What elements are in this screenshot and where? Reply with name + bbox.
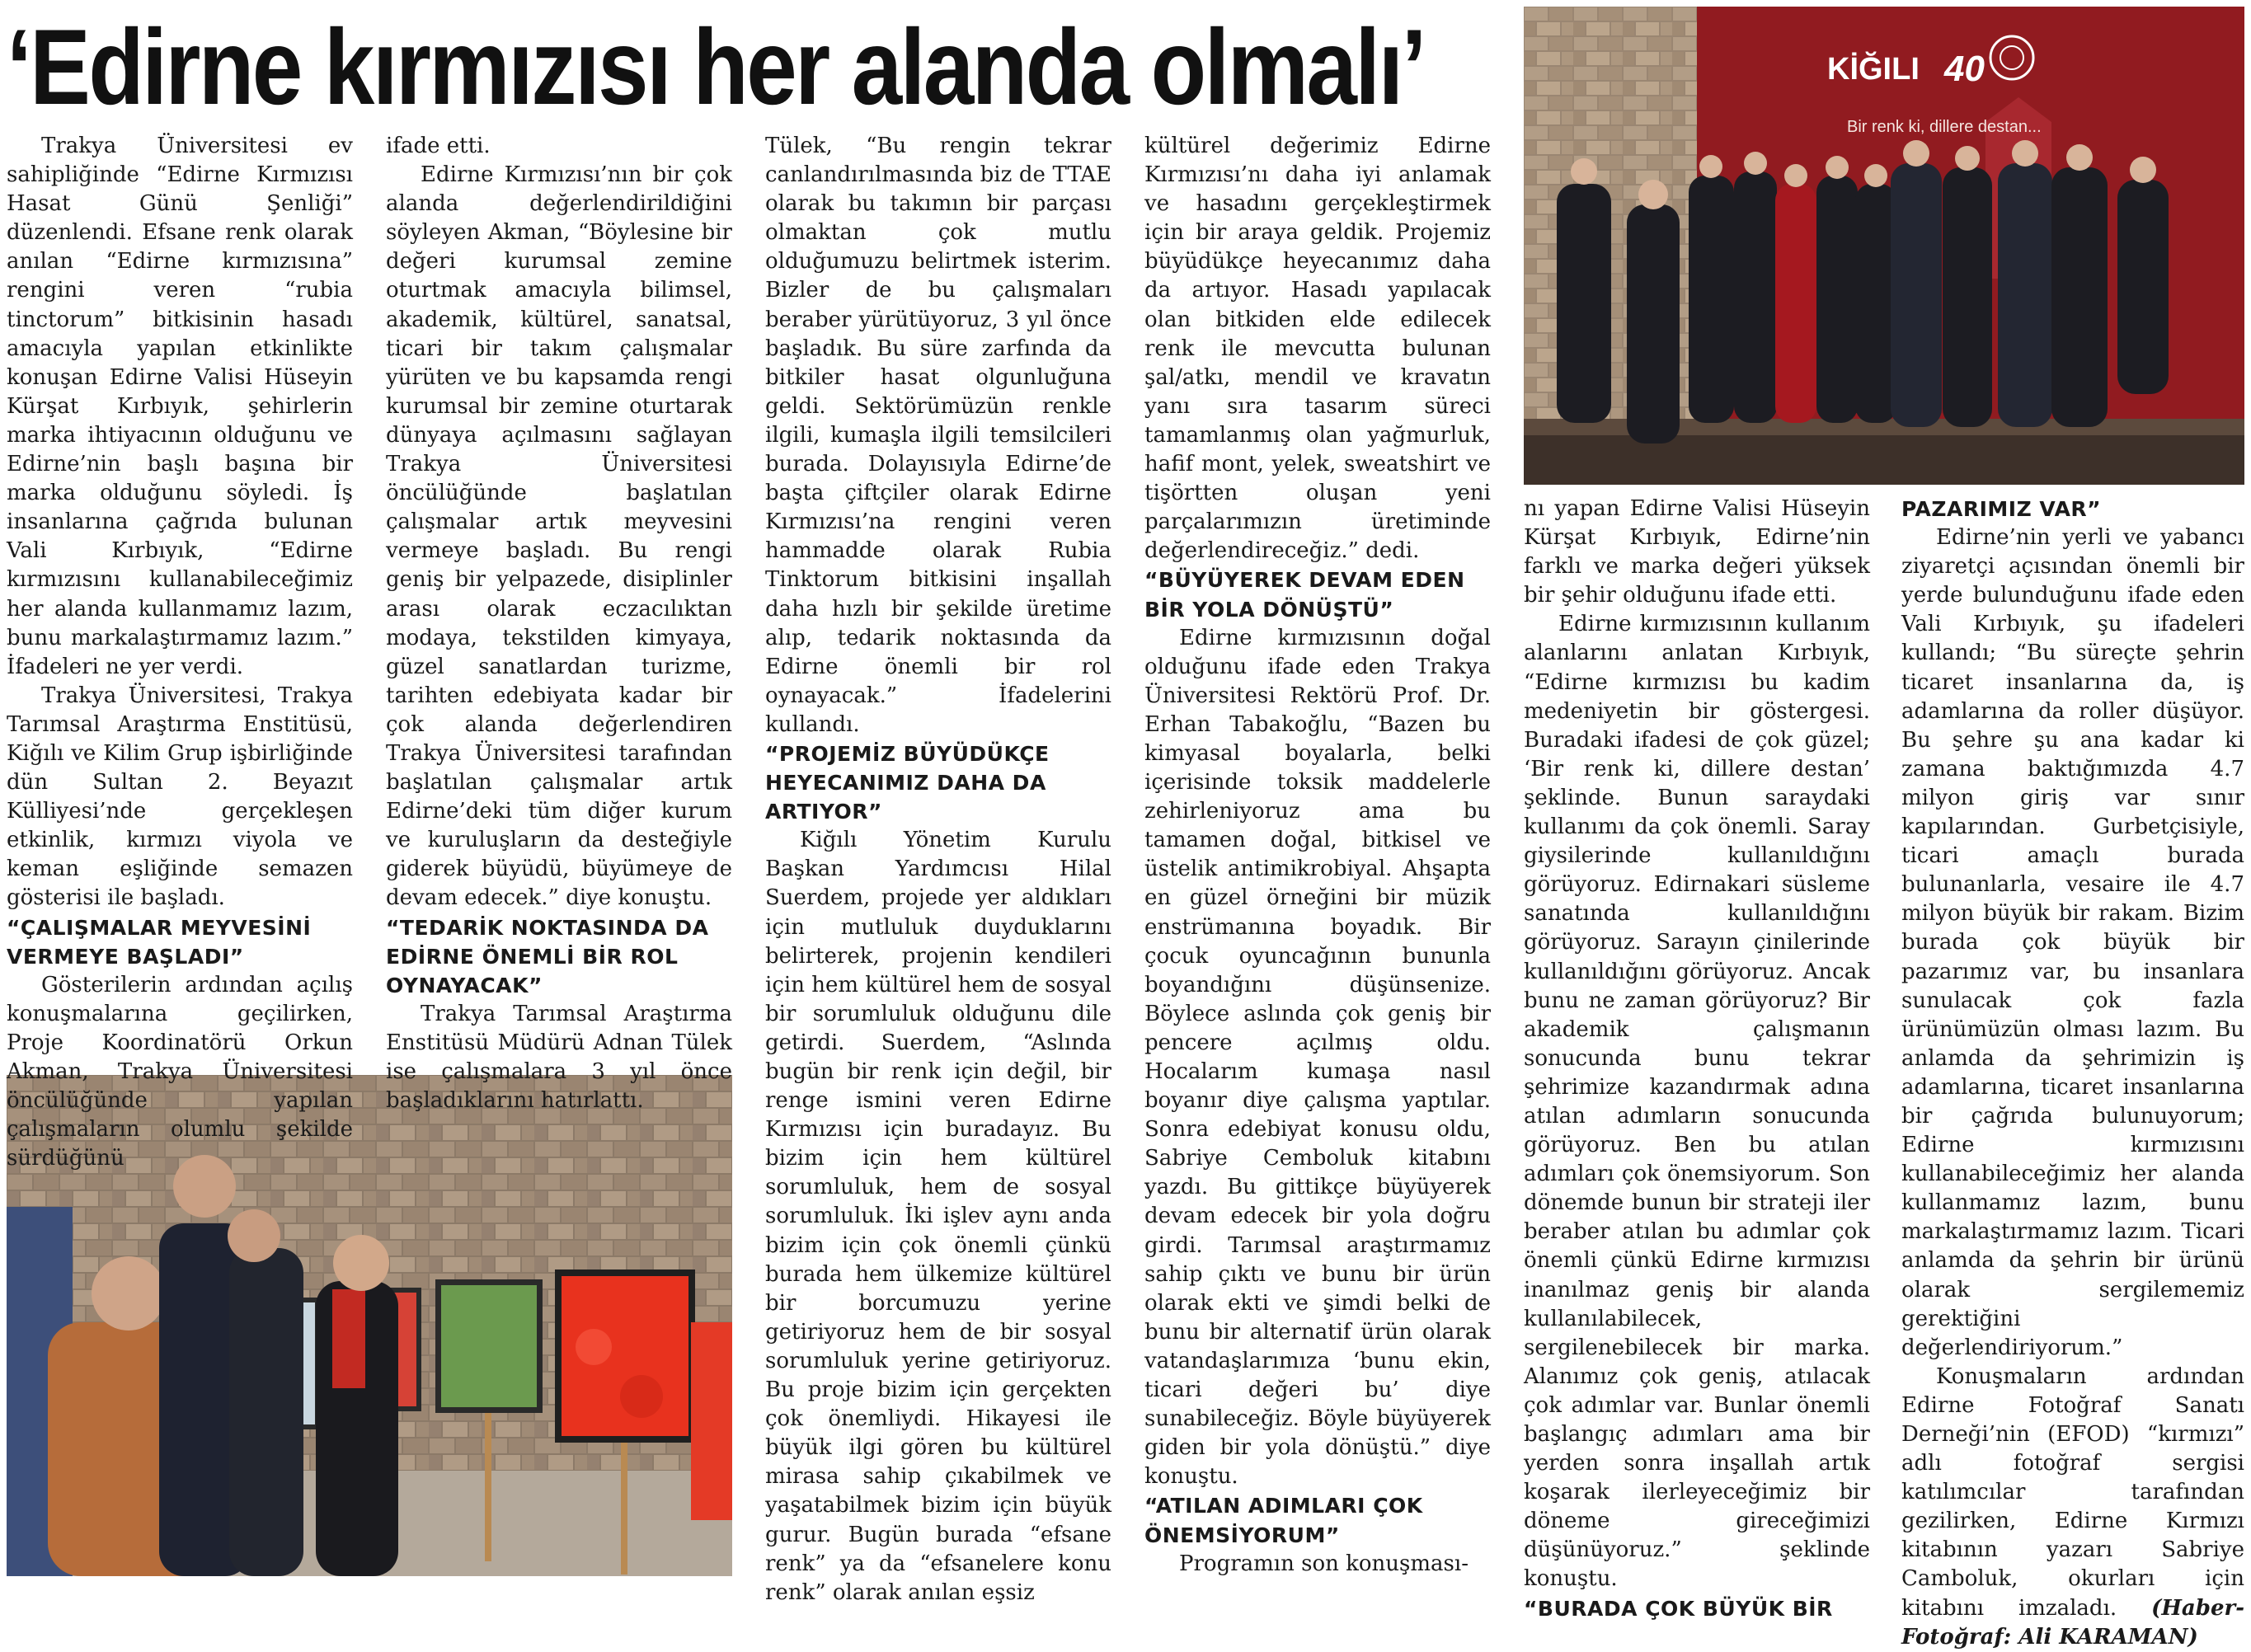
paragraph: Edirne Kırmızısı’nın bir çok alanda değerlendirildiğini söyleyen Akman, “Böylesine bir değeri kurumsal zemine oturtmak amacıyla bilimsel, akademik, kültürel, sanatsal, ticari bir takım çalışmalar yürüten ve bu kapsamda rengi kurumsal bir zemine oturtarak dünyaya açılmasını sağlayan Trakya Üniversitesi öncülüğünde başlatılan çalışmalar artık meyvesini vermeye başladı. Bu rengi geniş bir yelpazede, disiplinler arası olarak eczacılıktan modaya, tekstilden kimyaya, güzel sanatlardan turizme, tarihten edebiyata kadar bir çok alanda değerlendiren Trakya Üniversitesi tarafından başlatılan çalışmalar artık Edirne’deki tüm diğer kurum ve kuruluşların da desteğiyle giderek büyüdü, büyümeye de devam edecek.” diye konuştu.	[386, 162, 732, 911]
article-column-4	[1144, 132, 1491, 1576]
article-column-3	[765, 132, 1111, 1605]
subheading: “TEDARİK NOKTASINDA DA EDİRNE ÖNEMLİ BİR ROL OYNAYACAK”	[386, 915, 709, 997]
paragraph: Edirne’nin yerli ve yabancı ziyaretçi açısından önemli bir yerde bulunduğunu ifade eden Vali Kırbıyık, şu ifadeleri kullandı; “Bu süreçte şehrin ticaret insanlarına da, iş adamlarına da roller düşüyor. Bu şehre şu ana kadar ki zamana baktığımızda 4.7 milyon giriş var sınır kapılarından. Gurbetçisiyle, ticari amaçlı burada bulunanlarla, vesaire ile 4.7 milyon büyük bir rakam. Bizim burada çok büyük bir pazarımız var, bu insanlara sunulacak çok fazla ürünümüzün olması lazım. Bu anlamda da şehrimizin iş adamlarına, ticaret insanlarına bir çağrıda bulunuyorum; Edirne kırmızısını kullanabileceğimiz her alanda kullanmamız lazım, bunu markalaştırmamız lazım. Ticari anlamda da şehrin bir ürünü olarak sergilememiz gerektiğini değerlendiriyorum.”	[1901, 525, 2244, 1360]
paragraph: Trakya Tarımsal Araştırma Enstitüsü Müdürü Adnan Tülek ise çalışmalara 3 yıl önce başladıklarını hatırlattı.	[386, 1001, 732, 1114]
paragraph: nı yapan Edirne Valisi Hüseyin Kürşat Kırbıyık, Edirne’nin farklı ve marka değeri yüksek bir şehir olduğunu ifade etti.	[1524, 496, 1870, 608]
paragraph: Edirne kırmızısının doğal olduğunu ifade eden Trakya Üniversitesi Rektörü Prof. Dr. Erhan Tabakoğlu, “Bazen bu kimyasal boyalarla, belki içerisinde toksik maddelerle zehirleniyoruz ama bu tamamen doğal, bitkisel ve üstelik antimikrobiyal. Ahşapta en güzel örneğini bir müzik enstrümanına boyadık. Bir çocuk oyuncağının bununla boyandığını düşünsenize. Böylece aslında çok geniş bir pencere açılmış oldu. Hocalarım kumaşa nasıl boyanır diye çalışma yaptılar. Sonra edebiyat konusu oldu, Sabriye Cemboluk kitabını yazdı. Bu gittikçe büyüyerek devam edecek bir yola doğru girdi. Tarımsal araştırmamız sahip çıktı ve bunu bir ürün olarak ekti ve şimdi belki de bunu bir alternatif ürün olarak vatandaşlarımıza ‘bunu ekin, ticari değeri bu’ diye sunabileceğiz. Böyle büyüyerek giden bir yola dönüştü.” diye konuştu.	[1144, 625, 1491, 1490]
paragraph: Gösterilerin ardından açılış konuşmalarına geçilirken, Proje Koordinatörü Orkun Akman, Trakya Üniversitesi öncülüğünde yapılan çalışmaların olumlu şekilde sürdüğünü	[7, 972, 353, 1171]
headline: ‘Edirne kırmızısı her alanda olmalı’	[7, 7, 1425, 127]
article-column-5	[1524, 495, 1870, 1621]
subheading: “BÜYÜYEREK DEVAM EDEN BİR YOLA DÖNÜŞTÜ”	[1144, 568, 1465, 622]
article-column-1	[7, 132, 353, 1171]
paragraph: kültürel değerimiz Edirne Kırmızısı’nı daha iyi anlamak ve hasadını gerçekleştirmek için bir araya geldik. Projemiz büyüdükçe heyecanımız daha da artıyor. Hasadı yapılacak olan bitkiden elde edilecek renk ile mevcutta bulunan şal/atkı, mendil ve kravatın yanı sıra tasarım süreci tamamlanmış olan yağmurluk, hafif mont, yelek, sweatshirt ve tişörtten oluşan yeni parçalarımızın üretiminde değerlendireceğiz.” dedi.	[1144, 134, 1491, 564]
subheading: “BURADA ÇOK BÜYÜK BİR	[1524, 1596, 1833, 1621]
banner-slogan: Bir renk ki, dillere destan...	[1847, 118, 2042, 136]
paragraph: Edirne kırmızısının kullanım alanlarını anlatan Kırbıyık, “Edirne kırmızısı bu kadim medeniyetin bir göstergesi. Buradaki ifadesi de çok güzel; ‘Bir renk ki, dillere destan’ şeklinde. Bunun saraydaki kullanımı da çok önemli. Saray giysilerinde kullanıldığını görüyoruz. Edirnakari süsleme sanatında kullanıldığını görüyoruz. Sarayın çinilerinde kullanıldığını görüyoruz. Ancak bunu ne zaman görüyoruz? Bir akademik çalışmanın sonucunda bunu tekrar şehrimize kazandırmak adına atılan adımların sonucunda görüyoruz. Ben bu atılan adımları çok önemsiyorum. Son dönemde bunun bir strateji iler beraber atılan bu adımlar çok önemli çünkü Edirne kırmızısı inanılmaz geniş bir alanda kullanılabilecek, sergilenebilecek bir marka. Alanımız çok geniş, atılacak çok adımlar var. Bunlar önemli başlangıç adımları ama bir yerden sonra inşallah artık koşarak ilerleyeceğimiz bir döneme gireceğimizi düşünüyoruz.” şeklinde konuştu.	[1524, 612, 1870, 1592]
paragraph: Trakya Üniversitesi ev sahipliğinde “Edirne Kırmızısı Hasat Günü Şenliği” düzenlendi. Efsane renk olarak anılan “Edirne kırmızısına” rengini veren “rubia tinctorum” bitkisinin hasadı amacıyla yapılan etkinlikte konuşan Edirne Valisi Hüseyin Kürşat Kırbıyık, şehirlerin marka ihtiyacının olduğunu ve Edirne’nin başlı başına bir marka olduğunu söyledi. İş insanlarına çağrıda bulunan Vali Kırbıyık, “Edirne kırmızısını kullanabileceğimiz her alanda kullanmamız lazım, bunu markalaştırmamız lazım.” İfadeleri ne yer verdi.	[7, 134, 353, 679]
paragraph: Programın son konuşması-	[1179, 1551, 1469, 1576]
article-column-6	[1901, 495, 2244, 1650]
subheading: PAZARIMIZ VAR”	[1901, 497, 2102, 521]
paragraph: Tülek, “Bu rengin tekrar canlandırılmasında biz de TTAE olarak bu takımın bir parçası olmaktan çok mutlu olduğumuzu belirtmek isterim. Bizler de bu çalışmaları beraber yürütüyoruz, 3 yıl önce başladık. Bu süre zarfında da bitkiler hasat olgunluğuna geldi. Sektörümüzün renkle ilgili, kumaşla ilgili temsilcileri burada. Dolayısıyla Edirne’de başta çiftçiler olarak Edirne Kırmızısı’na rengini veren hammadde olarak Rubia Tinktorum bitkisini inşallah daha hızlı bir şekilde üretime alıp, tedarik noktasında da Edirne önemli bir rol oynayacak.” İfadelerini kullandı.	[765, 134, 1111, 737]
paragraph	[1901, 1363, 2244, 1652]
subheading: “ATILAN ADIMLARI ÇOK ÖNEMSİYORUM”	[1144, 1494, 1423, 1547]
byline: (Haber-Fotoğraf: Ali KARAMAN)	[1901, 1595, 2244, 1650]
brand-logo-text: KİĞILI	[1827, 52, 1920, 87]
paragraph-text: Konuşmaların ardından Edirne Fotoğraf Sanatı Derneği’nin (EFOD) “kırmızı” adlı fotoğraf sergisi katılımcılar tarafından gezilirken, Edirne Kırmızı kitabının yazarı Sabriye Camboluk, okurları için kitabını imzaladı.	[1901, 1363, 2244, 1621]
event-group-photo	[1524, 7, 2244, 485]
paragraph: Trakya Üniversitesi, Trakya Tarımsal Araştırma Enstitüsü, Kiğılı ve Kilim Grup işbirliğinde dün Sultan 2. Beyazıt Külliyesi’nde gerçekleşen etkinlik, kırmızı viyola ve keman eşliğinde semazen gösterisi ile başladı.	[7, 683, 353, 911]
article-column-2	[386, 132, 732, 1114]
paragraph: Kiğılı Yönetim Kurulu Başkan Yardımcısı Hilal Suerdem, projede yer aldıkları için mutluluk duyduklarını belirterek, projenin kendileri için hem kültürel hem de sosyal bir sorumluluk olduğunu dile getirdi. Suerdem, “Aslında bugün bir renk için değil, bir renge ismini veren Edirne Kırmızısı için buradayız. Bu bizim için hem kültürel sorumluluk, hem de sosyal sorumluluk. İki işlev aynı anda bizim için çok önemli çünkü burada hem ülkemize kültürel bir borcumuzu yerine getiriyoruz hem de bir sosyal sorumluluk yerine getiriyoruz. Bu proje bizim için gerçekten çok önemliydi. Hikayesi ile büyük ilgi gören bu kültürel mirasa sahip çıkabilmek ve yaşatabilmek bizim için büyük gurur. Bugün burada “efsane renk” ya da “efsanelere konu renk” olarak anılan eşsiz	[765, 828, 1111, 1605]
anniversary-badge: 40	[1944, 49, 1985, 89]
subheading: “ÇALIŞMALAR MEYVESİNİ VERMEYE BAŞLADI”	[7, 915, 312, 969]
paragraph: ifade etti.	[386, 134, 491, 158]
subheading: “PROJEMİZ BÜYÜDÜKÇE HEYECANIMIZ DAHA DA ARTIYOR”	[765, 741, 1050, 824]
